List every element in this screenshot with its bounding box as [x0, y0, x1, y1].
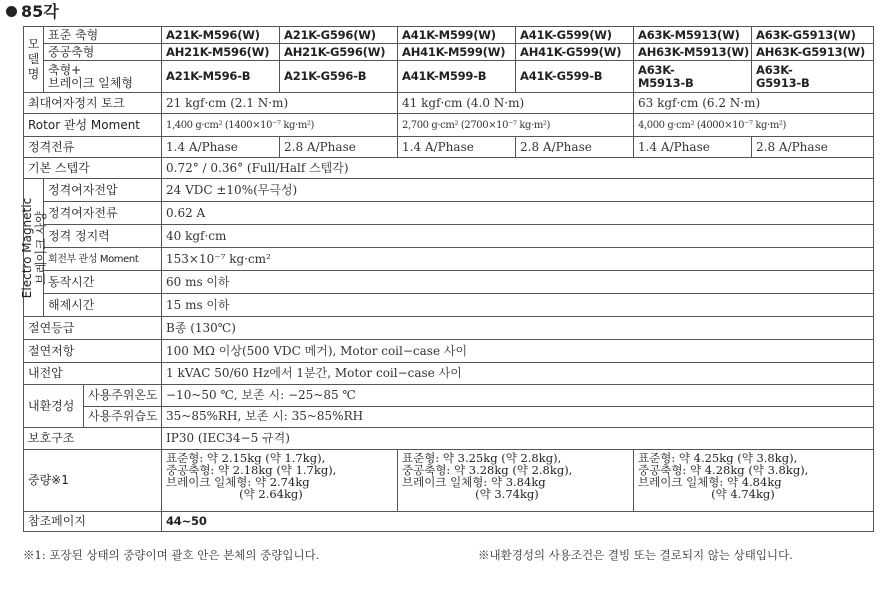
env-group-cell [24, 385, 162, 428]
current-label: 정격전류 [24, 137, 162, 158]
footnote-env: ※내환경성의 사용조건은 결빙 또는 결로되지 않는 상태입니다. [478, 548, 793, 562]
model-cell: A21K-G596-B [280, 61, 398, 93]
env-hum-label: 사용주위습도 [88, 409, 158, 424]
brake-spec-label: 동작시간 [44, 271, 162, 294]
model-cell: A63K- G5913-B [752, 61, 874, 93]
model-cell: A63K-M5913(W) [634, 27, 752, 44]
protection-row [24, 428, 874, 450]
model-cell: AH41K-G599(W) [516, 44, 634, 61]
model-cell: A21K-M596(W) [162, 27, 280, 44]
model-cell: A63K-G5913(W) [752, 27, 874, 44]
inertia-row [24, 114, 874, 137]
bullet-icon [6, 6, 17, 17]
insulation-resistance-value: 100 MΩ 이상(500 VDC 메거), Motor coil−case 사이 [162, 340, 874, 363]
std-label: 표준 축형 [44, 27, 162, 44]
spec-table [19, 26, 874, 532]
dielectric-label: 내전압 [24, 363, 162, 385]
inertia-value: 1,400 g·cm² (1400×10⁻⁷ kg·m²) [162, 114, 398, 137]
model-std-row [24, 27, 874, 44]
dielectric-row [24, 363, 874, 385]
brake-spec-value: 40 kgf·cm [162, 225, 874, 248]
current-value: 2.8 A/Phase [752, 137, 874, 158]
dielectric-value: 1 kVAC 50/60 Hz에서 1분간, Motor coil−case 사이 [162, 363, 874, 385]
current-value: 2.8 A/Phase [516, 137, 634, 158]
hollow-label: 중공축형 [44, 44, 162, 61]
protection-value: IP30 (IEC34−5 규격) [162, 428, 874, 450]
protection-label: 보호구조 [24, 428, 162, 450]
brake-spec-value: 60 ms 이하 [162, 271, 874, 294]
model-cell: A21K-M596-B [162, 61, 280, 93]
torque-row [24, 93, 874, 114]
section-title [6, 2, 59, 22]
brake-spec-label: 해제시간 [44, 294, 162, 317]
model-cell: A21K-G596(W) [280, 27, 398, 44]
insulation-resistance-label: 절연저항 [24, 340, 162, 363]
ref-page-row [24, 512, 874, 532]
brake-inertia-row [24, 248, 874, 271]
brake-spec-group-label: Electro Magnetic 브레이크 사양 [24, 179, 44, 317]
model-cell: A63K- M5913-B [634, 61, 752, 93]
current-value: 1.4 A/Phase [162, 137, 280, 158]
model-cell: AH21K-G596(W) [280, 44, 398, 61]
inertia-value: 2,700 g·cm² (2700×10⁻⁷ kg·m²) [398, 114, 634, 137]
step-angle-label: 기본 스텝각 [24, 158, 162, 179]
model-cell: AH63K-M5913(W) [634, 44, 752, 61]
insulation-class-label: 절연등급 [24, 317, 162, 340]
insulation-class-value: B종 (130℃) [162, 317, 874, 340]
brake-spec-value: 153×10⁻⁷ kg·cm² [162, 248, 874, 271]
env-label: 내환경성 [24, 385, 84, 427]
inertia-value: 4,000 g·cm² (4000×10⁻⁷ kg·m²) [634, 114, 874, 137]
ref-page-label: 참조페이지 [24, 512, 162, 532]
model-brake-row [24, 61, 874, 93]
brake-spec-value: 15 ms 이하 [162, 294, 874, 317]
model-cell: AH21K-M596(W) [162, 44, 280, 61]
step-angle-value: 0.72° / 0.36° (Full/Half 스텝각) [162, 158, 874, 179]
current-row [24, 137, 874, 158]
brake-current-row [24, 202, 874, 225]
brake-spec-label: 회전부 관성 Moment [44, 248, 162, 271]
torque-value: 41 kgf·cm (4.0 N·m) [398, 93, 634, 114]
weight-value: 표준형: 약 2.15kg (약 1.7kg), 중공축형: 약 2.18kg (약 1.7kg), 브레이크 일체형: 약 2.74kg (약 2.64kg) [162, 450, 398, 512]
brake-operate-row [24, 271, 874, 294]
model-cell: A41K-G599-B [516, 61, 634, 93]
brake-spec-value: 24 VDC ±10%(무극성) [162, 179, 874, 202]
footnote-weight: ※1: 포장된 상태의 중량이며 괄호 안은 본체의 중량입니다. [23, 548, 320, 562]
brake-release-row [24, 294, 874, 317]
current-value: 2.8 A/Phase [280, 137, 398, 158]
brake-spec-value: 0.62 A [162, 202, 874, 225]
brake-voltage-row [24, 179, 874, 202]
brake-spec-label: 정격 정지력 [44, 225, 162, 248]
weight-value: 표준형: 약 3.25kg (약 2.8kg), 중공축형: 약 3.28kg (약 2.8kg), 브레이크 일체형: 약 3.84kg (약 3.74kg) [398, 450, 634, 512]
step-angle-row [24, 158, 874, 179]
torque-value: 21 kgf·cm (2.1 N·m) [162, 93, 398, 114]
env-hum-value: 35~85%RH, 보존 시: 35~85%RH [162, 406, 874, 428]
insulation-class-row [24, 317, 874, 340]
current-value: 1.4 A/Phase [398, 137, 516, 158]
env-temp-value: −10~50 ℃, 보존 시: −25~85 ℃ [162, 385, 874, 407]
brake-holding-row [24, 225, 874, 248]
model-cell: A41K-G599(W) [516, 27, 634, 44]
model-cell: A41K-M599(W) [398, 27, 516, 44]
model-hollow-row [24, 44, 874, 61]
weight-label: 중량※1 [24, 450, 162, 512]
section-title-text: 85각 [21, 2, 59, 21]
env-temp-row [24, 385, 874, 407]
weight-row [24, 450, 874, 512]
brake-spec-label: 정격여자전압 [44, 179, 162, 202]
brake-type-label: 축형+ 브레이크 일체형 [44, 61, 162, 93]
model-group-label: 모 델 명 [24, 27, 44, 93]
brake-spec-label: 정격여자전류 [44, 202, 162, 225]
torque-value: 63 kgf·cm (6.2 N·m) [634, 93, 874, 114]
inertia-label: Rotor 관성 Moment [24, 114, 162, 137]
current-value: 1.4 A/Phase [634, 137, 752, 158]
weight-value: 표준형: 약 4.25kg (약 3.8kg), 중공축형: 약 4.28kg (약 3.8kg), 브레이크 일체형: 약 4.84kg (약 4.74kg) [634, 450, 874, 512]
model-cell: AH63K-G5913(W) [752, 44, 874, 61]
env-temp-label: 사용주위온도 [84, 385, 161, 407]
insulation-resistance-row [24, 340, 874, 363]
model-cell: A41K-M599-B [398, 61, 516, 93]
torque-label: 최대여자정지 토크 [24, 93, 162, 114]
model-cell: AH41K-M599(W) [398, 44, 516, 61]
ref-page-value: 44~50 [162, 512, 874, 532]
